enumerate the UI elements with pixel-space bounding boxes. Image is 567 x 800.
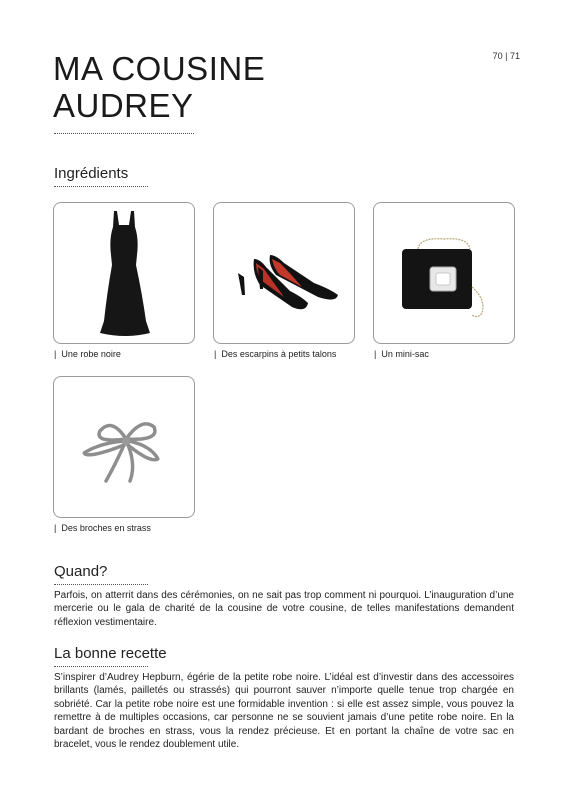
black-dress-icon xyxy=(54,203,194,343)
pumps-icon xyxy=(214,203,354,343)
dress-card xyxy=(53,202,195,344)
caption-dress-label: Une robe noire xyxy=(61,349,121,359)
page-number: 70 | 71 xyxy=(492,51,520,61)
caption-separator: | xyxy=(374,349,377,359)
pumps-card xyxy=(213,202,355,344)
caption-separator: | xyxy=(54,349,57,359)
caption-separator: | xyxy=(214,349,217,359)
caption-bag-label: Un mini-sac xyxy=(381,349,429,359)
page-title xyxy=(53,50,265,124)
title-line-2: AUDREY xyxy=(53,87,194,124)
caption-separator: | xyxy=(54,523,57,533)
when-heading: Quand? xyxy=(54,563,108,580)
when-underline xyxy=(54,584,148,585)
recipe-underline xyxy=(54,666,148,667)
mini-bag-icon xyxy=(374,203,514,343)
caption-pumps xyxy=(214,349,336,359)
bag-card xyxy=(373,202,515,344)
caption-pumps-label: Des escarpins à petits talons xyxy=(221,349,337,359)
when-paragraph: Parfois, on atterrit dans des cérémonies, on ne sait pas trop comment ni pourquoi. L’inauguration d’une mercerie ou le gala de charité de la cousine de votre cousine, de telles manifestations demandent réflexion vestimentaire. xyxy=(54,590,514,628)
brooch-card xyxy=(53,376,195,518)
caption-brooch-label: Des broches en strass xyxy=(61,523,151,533)
title-line-1: MA COUSINE xyxy=(53,50,266,87)
recipe-heading: La bonne recette xyxy=(54,645,167,662)
title-underline xyxy=(54,133,194,134)
recipe-paragraph: S’inspirer d’Audrey Hepburn, égérie de la petite robe noire. L’idéal est d’investir dans des accessoires brillants (lamés, pailletés ou strassés) qui pourront sauver n’importe quelle tenue trop chargée en sobriété. Car la petite robe noire est une formidable invention : si elle est assez simple, vous pouvez la remettre à de multiples occasions, car personne ne se souvient jamais d’une petite robe noire. En la bardant de broches en strass, vous la rendez précieuse. Et en portant la chaîne de votre sac en bracelet, vous le rendez doublement utile. xyxy=(54,672,514,751)
caption-brooch xyxy=(54,523,151,533)
caption-dress xyxy=(54,349,121,359)
ingredients-heading: Ingrédients xyxy=(54,165,129,182)
rhinestone-brooch-icon xyxy=(54,377,194,517)
caption-bag xyxy=(374,349,429,359)
ingredients-underline xyxy=(54,186,148,187)
